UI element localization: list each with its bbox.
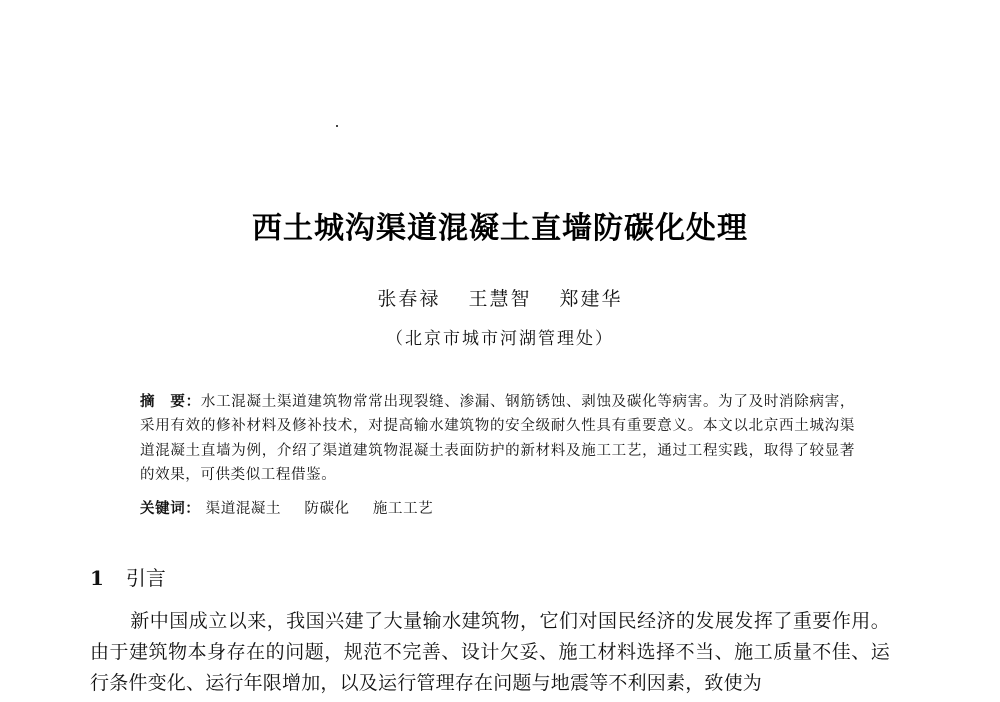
author-list xyxy=(0,284,1000,311)
keyword: 防碳化 xyxy=(304,501,350,517)
keyword: 施工工艺 xyxy=(372,501,434,517)
scan-speck xyxy=(336,125,338,127)
affiliation: （北京市城市河湖管理处） xyxy=(386,329,614,349)
section-title: 引言 xyxy=(125,566,166,590)
abstract-label: 摘 要： xyxy=(140,394,201,410)
keyword: 渠道混凝土 xyxy=(205,501,282,517)
abstract-text: 水工混凝土渠道建筑物常常出现裂缝、渗漏、钢筋锈蚀、剥蚀及碳化等病害。为了及时消除病害，采用有效的修补材料及修补技术，对提高输水建筑物的安全级耐久性具有重要意义。本文以北京西土城沟渠道混凝土直墙为例，介绍了渠道建筑物混凝土表面防护的新材料及施工工艺，通过工程实践，取得了较显著的效果，可供类似工程借鉴。 xyxy=(140,394,856,483)
paper-title: 西土城沟渠道混凝土直墙防碳化处理 xyxy=(252,211,748,246)
keywords xyxy=(140,497,855,518)
author-name: 王慧智 xyxy=(468,288,532,310)
section-heading xyxy=(90,562,166,591)
section-number: 1 xyxy=(90,566,104,590)
keywords-label: 关键词： xyxy=(140,501,201,517)
author-name: 郑建华 xyxy=(559,288,623,310)
author-name: 张春禄 xyxy=(377,288,441,310)
body-paragraph-text: 新中国成立以来，我国兴建了大量输水建筑物，它们对国民经济的发展发挥了重要作用。由于建筑物本身存在的问题，规范不完善、设计欠妥、施工材料选择不当、施工质量不佳、运行条件变化、运行年限增加，以及运行管理存在问题与地震等不利因素，致使为 xyxy=(90,610,890,694)
abstract xyxy=(140,390,855,487)
body-paragraph xyxy=(90,606,890,699)
